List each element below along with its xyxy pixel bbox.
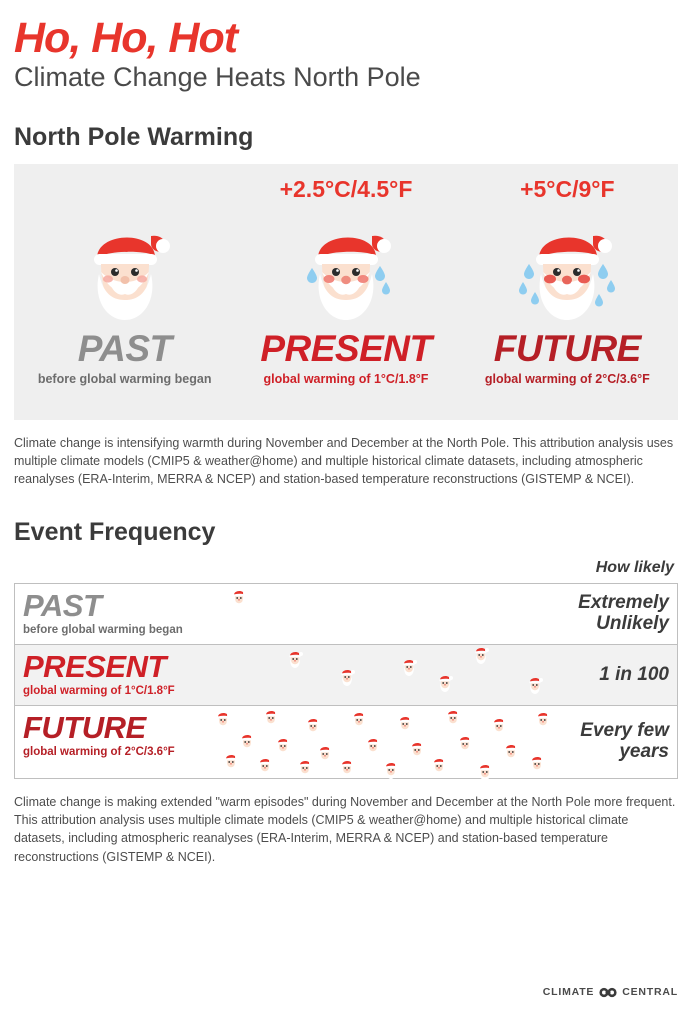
table-row	[15, 706, 677, 779]
table-row	[15, 645, 677, 706]
table-row	[15, 584, 677, 645]
warming-delta-present: +2.5°C/4.5°F	[279, 175, 413, 202]
frequency-sub-future: global warming of 2°C/3.6°F	[23, 746, 175, 759]
frequency-section-heading: Event Frequency	[14, 518, 216, 547]
mini-santa-icon	[351, 710, 367, 737]
mini-santa-icon	[263, 708, 279, 735]
mini-santa-icon	[223, 752, 239, 779]
mini-santa-icon	[457, 734, 473, 761]
mini-santa-icon	[305, 716, 321, 743]
mini-santa-icon	[401, 657, 417, 684]
brand-left-text: CLIMATE	[542, 986, 595, 998]
mini-santa-icon	[257, 756, 273, 783]
frequency-likelihood-past: Extremely Unlikely	[578, 592, 669, 635]
santa-hot-icon	[457, 204, 678, 324]
frequency-table	[14, 583, 678, 779]
mini-santa-icon	[397, 714, 413, 741]
warming-column-future	[457, 164, 678, 420]
mini-santa-icon	[529, 754, 545, 781]
warming-column-past	[14, 164, 235, 420]
warming-delta-future: +5°C/9°F	[520, 175, 615, 202]
how-likely-label: How likely	[595, 559, 674, 577]
mini-santa-icon	[431, 756, 447, 783]
warming-sub-future: global warming of 2°C/3.6°F	[484, 371, 650, 386]
frequency-icons-present	[205, 645, 559, 705]
warming-era-future: FUTURE	[493, 327, 641, 369]
frequency-icons-past	[205, 584, 559, 644]
mini-santa-icon	[231, 588, 247, 615]
warming-delta-past	[14, 174, 235, 204]
mini-santa-icon	[503, 742, 519, 769]
mini-santa-icon	[287, 649, 303, 676]
frequency-label-future	[15, 706, 205, 778]
warming-sub-present: global warming of 1°C/1.8°F	[263, 371, 429, 386]
frequency-era-past: PAST	[23, 588, 102, 624]
mini-santa-icon	[527, 675, 543, 702]
warming-column-present	[235, 164, 456, 420]
frequency-sub-present: global warming of 1°C/1.8°F	[23, 685, 175, 698]
mini-santa-icon	[275, 736, 291, 763]
mini-santa-icon	[297, 758, 313, 785]
mini-santa-icon	[477, 762, 493, 789]
mini-santa-icon	[239, 732, 255, 759]
mini-santa-icon	[339, 667, 355, 694]
climate-central-mark-icon	[599, 986, 617, 998]
frequency-icons-future	[205, 706, 559, 778]
mini-santa-icon	[339, 758, 355, 785]
warming-panel	[14, 164, 678, 420]
frequency-era-future: FUTURE	[23, 710, 146, 746]
mini-santa-icon	[383, 760, 399, 787]
warming-era-present: PRESENT	[260, 327, 432, 369]
mini-santa-icon	[365, 736, 381, 763]
santa-cool-icon	[14, 204, 235, 324]
frequency-sub-past: before global warming began	[23, 624, 183, 637]
footer-logo	[543, 986, 678, 998]
infographic-page	[0, 16, 692, 1012]
mini-santa-icon	[215, 710, 231, 737]
santa-warm-icon	[235, 204, 456, 324]
frequency-label-present	[15, 645, 205, 705]
frequency-era-present: PRESENT	[23, 649, 166, 685]
brand-right-text: CENTRAL	[622, 986, 678, 998]
mini-santa-icon	[491, 716, 507, 743]
warming-era-past: PAST	[77, 327, 172, 369]
mini-santa-icon	[409, 740, 425, 767]
frequency-caption: Climate change is making extended "warm episodes" during November and December at the North Pole more frequent. This attribution analysis uses multiple climate models (CMIP5 & weather@home) and multiple historical climate datasets, including atmospheric reanalyses (ERA-Interim, MERRA & NCEP) and station-based temperature reconstructions (GISTEMP & NCEI).	[14, 795, 676, 864]
warming-section-heading: North Pole Warming	[14, 122, 254, 151]
page-subtitle: Climate Change Heats North Pole	[14, 62, 421, 93]
mini-santa-icon	[437, 673, 453, 700]
mini-santa-icon	[535, 710, 551, 737]
mini-santa-icon	[445, 708, 461, 735]
frequency-label-past	[15, 584, 205, 644]
frequency-likelihood-future: Every few years	[580, 720, 669, 763]
warming-caption: Climate change is intensifying warmth during November and December at the North Pole. This attribution analysis uses multiple climate models (CMIP5 & weather@home) and multiple historical climate datasets, including atmospheric reanalyses (ERA-Interim, MERRA & NCEP) and station-based temperature reconstructions (GISTEMP & NCEI).	[14, 435, 674, 487]
mini-santa-icon	[473, 645, 489, 672]
frequency-likelihood-present: 1 in 100	[599, 663, 669, 685]
mini-santa-icon	[317, 744, 333, 771]
warming-sub-past: before global warming began	[37, 371, 212, 386]
page-title: Ho, Ho, Hot	[14, 14, 238, 62]
